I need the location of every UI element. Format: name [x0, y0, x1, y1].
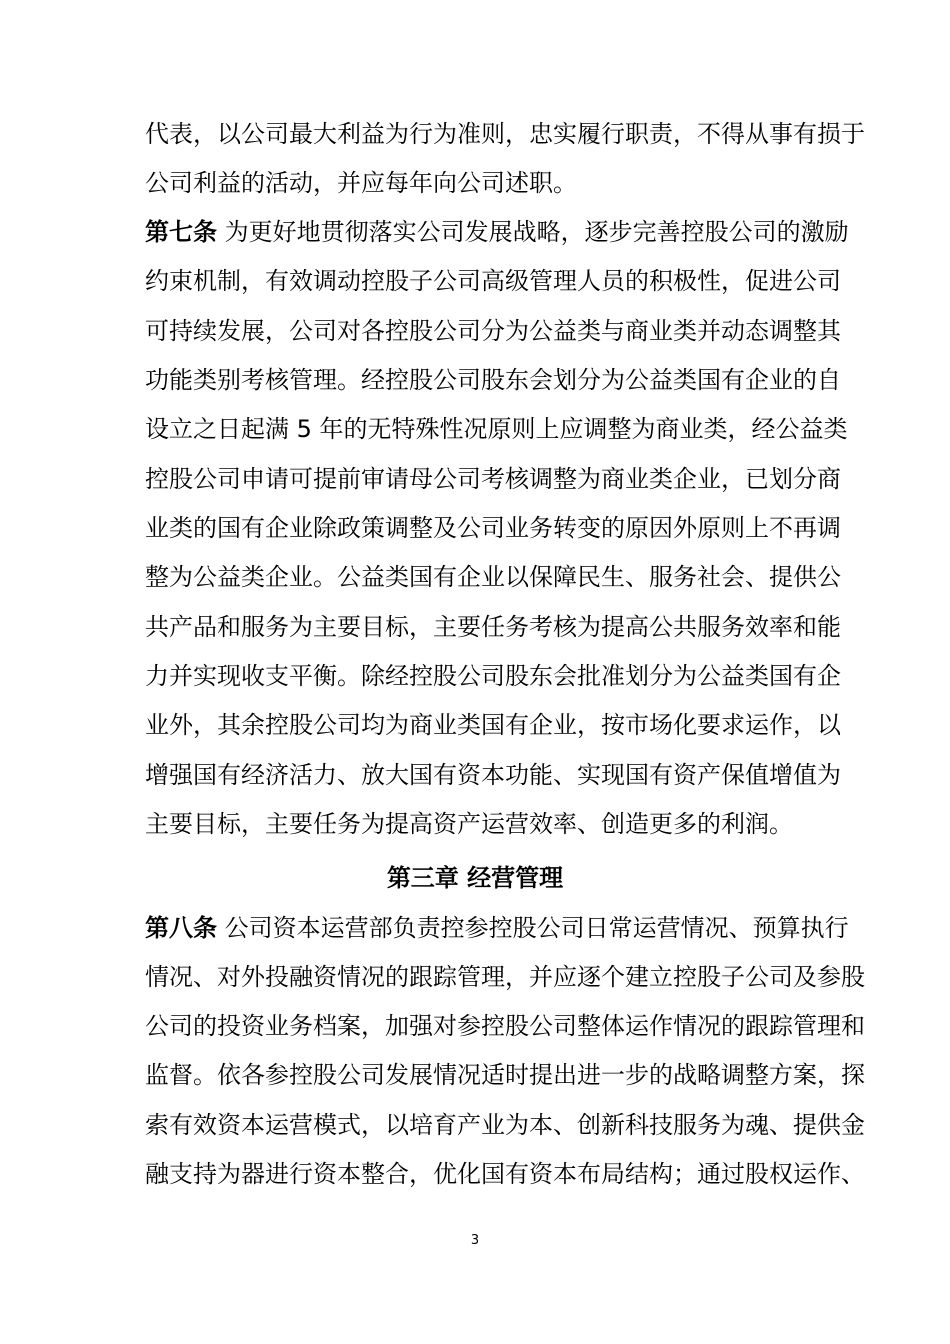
paragraph-line: 可持续发展，公司对各控股公司分为公益类与商业类并动态调整其: [145, 317, 841, 345]
paragraph-line: 功能类别考核管理。经控股公司股东会划分为公益类国有企业的自: [145, 366, 841, 394]
paragraph-line: 监督。依各参控股公司发展情况适时提出进一步的战略调整方案，探: [145, 1061, 865, 1089]
paragraph-line: 代表，以公司最大利益为行为准则，忠实履行职责，不得从事有损于: [145, 120, 865, 148]
paragraph-line: 公司的投资业务档案，加强对参控股公司整体运作情况的跟踪管理和: [145, 1012, 865, 1040]
paragraph-line: 共产品和服务为主要目标，主要任务考核为提高公共服务效率和能: [145, 613, 841, 641]
article-8-first-line: [145, 912, 849, 944]
article-7-text: 为更好地贯彻落实公司发展战略，逐步完善控股公司的激励: [217, 218, 849, 246]
page-number: 3: [470, 1233, 480, 1248]
article-8-text: 公司资本运营部负责控参控股公司日常运营情况、预算执行: [217, 914, 849, 942]
paragraph-line: 索有效资本运营模式，以培育产业为本、创新科技服务为魂、提供金: [145, 1111, 865, 1139]
paragraph-line: 融支持为器进行资本整合，优化国有资本布局结构；通过股权运作、: [145, 1160, 865, 1188]
article-7-first-line: [145, 216, 849, 248]
paragraph-line: 力并实现收支平衡。除经控股公司股东会批准划分为公益类国有企: [145, 662, 841, 690]
paragraph-line: 业类的国有企业除政策调整及公司业务转变的原因外原则上不再调: [145, 514, 841, 542]
article-8-label: 第八条: [145, 914, 217, 942]
paragraph-line: 控股公司申请可提前审请母公司考核调整为商业类企业，已划分商: [145, 465, 841, 493]
paragraph-line: 公司利益的活动，并应每年向公司述职。: [145, 169, 577, 197]
paragraph-line: 约束机制，有效调动控股子公司高级管理人员的积极性，促进公司: [145, 267, 841, 295]
paragraph-line: 情况、对外投融资情况的跟踪管理，并应逐个建立控股子公司及参股: [145, 963, 865, 991]
paragraph-line: 整为公益类企业。公益类国有企业以保障民生、服务社会、提供公: [145, 563, 841, 591]
paragraph-line: 主要目标，主要任务为提高资产运营效率、创造更多的利润。: [145, 810, 793, 838]
paragraph-line: 设立之日起满 5 年的无特殊性况原则上应调整为商业类，经公益类: [145, 415, 848, 443]
article-7-label: 第七条: [145, 218, 217, 246]
paragraph-line: 增强国有经济活力、放大国有资本功能、实现国有资产保值增值为: [145, 761, 841, 789]
chapter-heading: 第三章 经营管理: [386, 864, 564, 892]
paragraph-line: 业外，其余控股公司均为商业类国有企业，按市场化要求运作，以: [145, 711, 841, 739]
